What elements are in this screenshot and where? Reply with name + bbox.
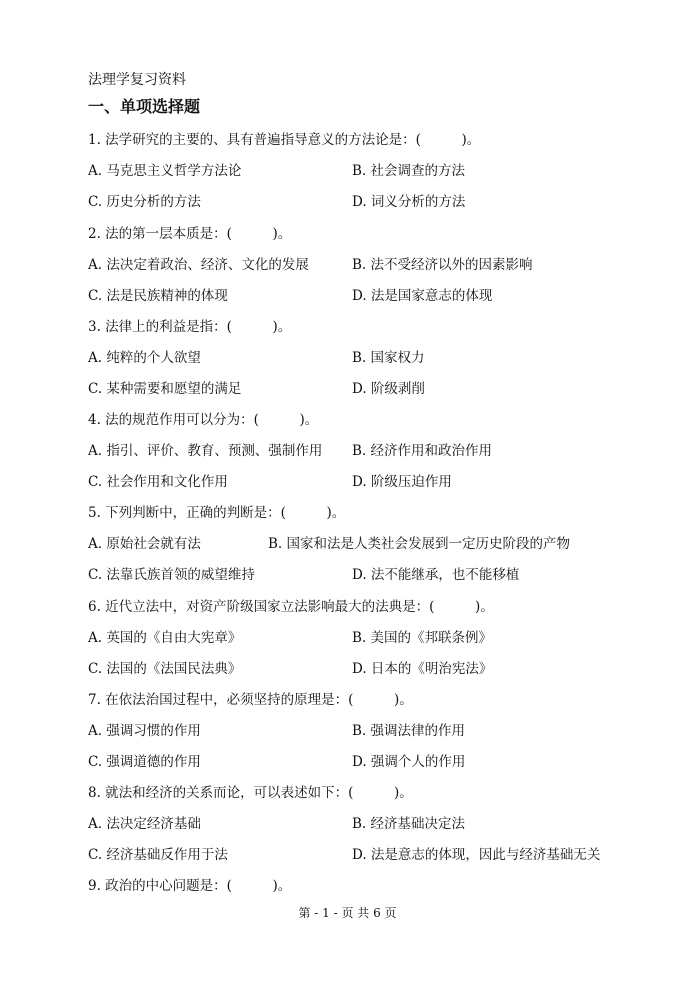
option-d: D. 法不能继承，也不能移植 bbox=[352, 567, 520, 583]
option-c: C. 法国的《法国民法典》 bbox=[88, 661, 242, 677]
option-b: B. 经济作用和政治作用 bbox=[352, 443, 493, 459]
option-b: B. 法不受经济以外的因素影响 bbox=[352, 257, 533, 273]
question-6 bbox=[88, 597, 648, 628]
question-5 bbox=[88, 503, 648, 534]
question-stem: 2. 法的第一层本质是：( )。 bbox=[88, 226, 292, 242]
option-c: C. 法靠氏族首领的威望维持 bbox=[88, 567, 255, 583]
option-d: D. 阶级剥削 bbox=[352, 381, 425, 397]
question-stem: 4. 法的规范作用可以分为：( )。 bbox=[88, 412, 319, 428]
option-a: A. 英国的《自由大宪章》 bbox=[88, 630, 242, 646]
option-b: B. 国家权力 bbox=[352, 350, 425, 366]
section-heading: 一、单项选择题 bbox=[88, 97, 201, 116]
question-stem: 6. 近代立法中，对资产阶级国家立法影响最大的法典是：( )。 bbox=[88, 599, 494, 615]
option-c: C. 强调道德的作用 bbox=[88, 754, 201, 770]
question-4 bbox=[88, 410, 648, 441]
question-stem: 7. 在依法治国过程中，必须坚持的原理是：( )。 bbox=[88, 692, 413, 708]
question-7 bbox=[88, 690, 648, 721]
question-stem: 3. 法律上的利益是指：( )。 bbox=[88, 319, 292, 335]
option-c: C. 经济基础反作用于法 bbox=[88, 847, 228, 863]
question-8 bbox=[88, 783, 648, 814]
option-c: C. 社会作用和文化作用 bbox=[88, 474, 228, 490]
option-a: A. 马克思主义哲学方法论 bbox=[88, 163, 242, 179]
option-c: C. 某种需要和愿望的满足 bbox=[88, 381, 242, 397]
option-a: A. 法决定经济基础 bbox=[88, 816, 201, 832]
option-b: B. 国家和法是人类社会发展到一定历史阶段的产物 bbox=[268, 536, 571, 552]
question-stem: 9. 政治的中心问题是：( )。 bbox=[88, 878, 292, 894]
option-a: A. 指引、评价、教育、预测、强制作用 bbox=[88, 443, 323, 459]
option-c: C. 历史分析的方法 bbox=[88, 194, 201, 210]
option-d: D. 强调个人的作用 bbox=[352, 754, 466, 770]
option-b: B. 社会调查的方法 bbox=[352, 163, 466, 179]
question-stem: 8. 就法和经济的关系而论，可以表述如下：( )。 bbox=[88, 785, 413, 801]
question-stem: 5. 下列判断中，正确的判断是：( )。 bbox=[88, 505, 346, 521]
question-1 bbox=[88, 130, 648, 161]
option-b: B. 美国的《邦联条例》 bbox=[352, 630, 493, 646]
option-a: A. 纯粹的个人欲望 bbox=[88, 350, 201, 366]
option-d: D. 法是意志的体现，因此与经济基础无关 bbox=[352, 847, 601, 863]
option-d: D. 阶级压迫作用 bbox=[352, 474, 452, 490]
question-3 bbox=[88, 317, 648, 348]
option-a: A. 强调习惯的作用 bbox=[88, 723, 201, 739]
option-d: D. 词义分析的方法 bbox=[352, 194, 466, 210]
document-title: 法理学复习资料 bbox=[88, 72, 186, 88]
option-a: A. 原始社会就有法 bbox=[88, 536, 201, 552]
option-d: D. 日本的《明治宪法》 bbox=[352, 661, 493, 677]
page-footer: 第 - 1 - 页 共 6 页 bbox=[298, 906, 397, 920]
option-d: D. 法是国家意志的体现 bbox=[352, 288, 493, 304]
option-b: B. 经济基础决定法 bbox=[352, 816, 466, 832]
question-2 bbox=[88, 224, 648, 255]
option-a: A. 法决定着政治、经济、文化的发展 bbox=[88, 257, 309, 273]
question-stem: 1. 法学研究的主要的、具有普遍指导意义的方法论是：( )。 bbox=[88, 132, 481, 148]
option-c: C. 法是民族精神的体现 bbox=[88, 288, 228, 304]
question-9 bbox=[88, 876, 648, 907]
option-b: B. 强调法律的作用 bbox=[352, 723, 466, 739]
